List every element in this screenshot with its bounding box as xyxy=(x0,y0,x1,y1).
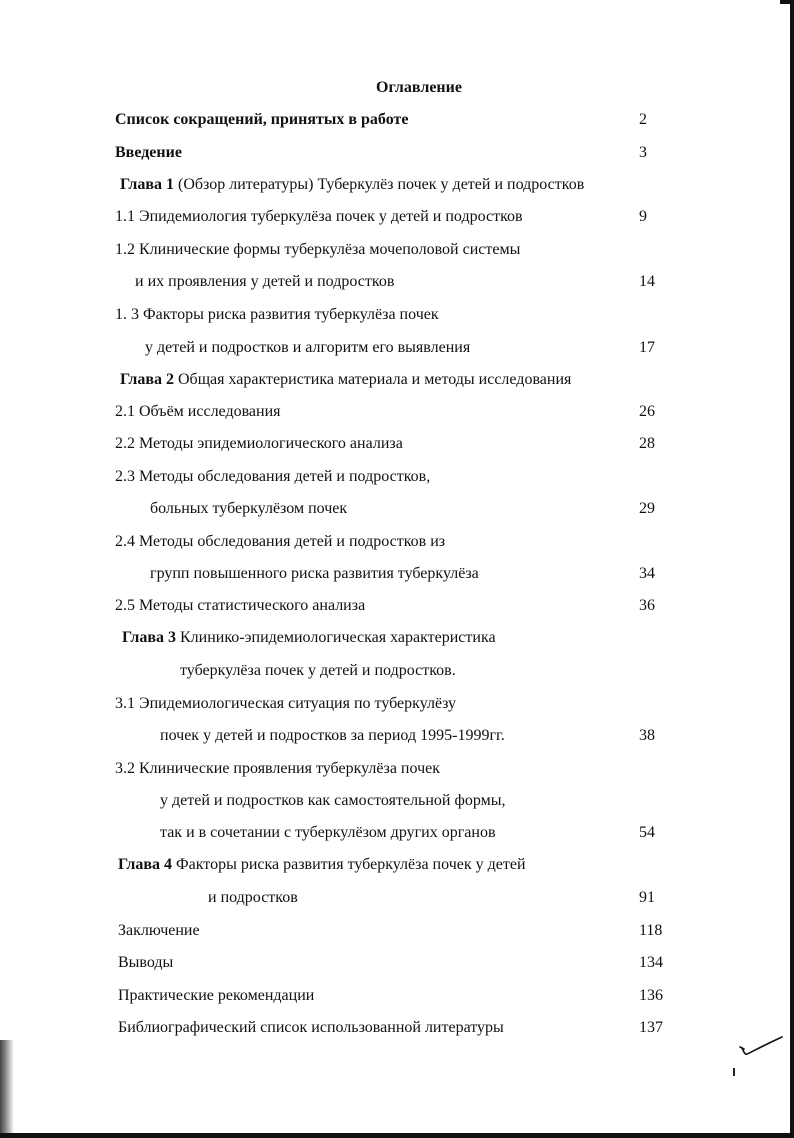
toc-entry-text: 1. 3 Факторы риска развития туберкулёза почек xyxy=(115,306,439,323)
toc-entry-text: 1.2 Клинические формы туберкулёза мочеполовой системы xyxy=(115,241,521,258)
toc-entry-text: больных туберкулёзом почек xyxy=(150,500,348,517)
toc-entry-text: и их проявления у детей и подростков xyxy=(135,273,395,290)
toc-entry-text: 3.1 Эпидемиологическая ситуация по туберкулёзу xyxy=(115,695,457,712)
chapter-label: Глава 2 xyxy=(120,371,174,388)
scan-edge-shadow xyxy=(0,1040,14,1138)
handwritten-check-icon xyxy=(738,1034,788,1060)
chapter-label: Глава 3 xyxy=(122,629,176,646)
toc-entry-text: Введение xyxy=(115,144,182,161)
toc-entry-text: групп повышенного риска развития туберкулёза xyxy=(150,565,479,582)
toc-entry-text: Список сокращений, принятых в работе xyxy=(115,111,409,128)
toc-entry-text: почек у детей и подростков за период 1995-1999гг. xyxy=(160,727,505,744)
toc-entry-text: так и в сочетании с туберкулёзом других органов xyxy=(160,824,496,841)
toc-entry-text: Выводы xyxy=(118,954,174,971)
toc-entry-text: 3.2 Клинические проявления туберкулёза почек xyxy=(115,760,440,777)
toc-entry-text: Библиографический список использованной литературы xyxy=(118,1019,504,1036)
toc-entry-text: 2.4 Методы обследования детей и подростков из xyxy=(115,533,446,550)
toc-entry-text: 2.2 Методы эпидемиологического анализа xyxy=(115,435,403,452)
toc-entry-page: 17 xyxy=(639,339,655,356)
toc-entry-text: Заключение xyxy=(118,922,200,939)
toc-entry-text: и подростков xyxy=(208,889,298,906)
toc-entry-page: 34 xyxy=(639,565,655,582)
scan-corner-mark xyxy=(780,0,794,4)
toc-entry-page: 28 xyxy=(639,435,655,452)
toc-entry-text: у детей и подростков и алгоритм его выявления xyxy=(145,339,471,356)
toc-entry-page: 134 xyxy=(639,954,663,971)
toc-entry-page: 3 xyxy=(639,144,647,161)
toc-entry-text: туберкулёза почек у детей и подростков. xyxy=(180,662,456,679)
chapter-title: Клинико-эпидемиологическая характеристика xyxy=(176,629,496,646)
chapter-title: (Обзор литературы) Туберкулёз почек у детей и подростков xyxy=(174,176,585,193)
scan-edge-bottom xyxy=(0,1133,794,1138)
toc-entry-page: 136 xyxy=(639,987,663,1004)
toc-entry-text: 2.1 Объём исследования xyxy=(115,403,281,420)
toc-entry-text: 2.5 Методы статистического анализа xyxy=(115,597,366,614)
scan-mark xyxy=(733,1068,735,1076)
chapter-label: Глава 1 xyxy=(120,176,174,193)
toc-entry-page: 36 xyxy=(639,597,655,614)
toc-title: Оглавление xyxy=(376,79,462,96)
toc-entry-text: 2.3 Методы обследования детей и подростков, xyxy=(115,468,431,485)
toc-entry-page: 2 xyxy=(639,111,647,128)
toc-entry-text: 1.1 Эпидемиология туберкулёза почек у детей и подростков xyxy=(115,208,523,225)
chapter-title: Факторы риска развития туберкулёза почек у детей xyxy=(172,856,526,873)
toc-entry-page: 26 xyxy=(639,403,655,420)
scan-edge-right xyxy=(790,0,794,1138)
toc-entry-page: 54 xyxy=(639,824,655,841)
chapter-label: Глава 4 xyxy=(118,856,172,873)
toc-entry-page: 118 xyxy=(639,922,663,939)
toc-entry-page: 137 xyxy=(639,1019,663,1036)
toc-entry-page: 29 xyxy=(639,500,655,517)
toc-entry-page: 14 xyxy=(639,273,655,290)
toc-entry-text: Практические рекомендации xyxy=(118,987,315,1004)
toc-entry-page: 9 xyxy=(639,208,647,225)
toc-entry-page: 91 xyxy=(639,889,655,906)
chapter-title: Общая характеристика материала и методы исследования xyxy=(174,371,572,388)
toc-entry-text: у детей и подростков как самостоятельной формы, xyxy=(160,792,506,809)
toc-entry-page: 38 xyxy=(639,727,655,744)
